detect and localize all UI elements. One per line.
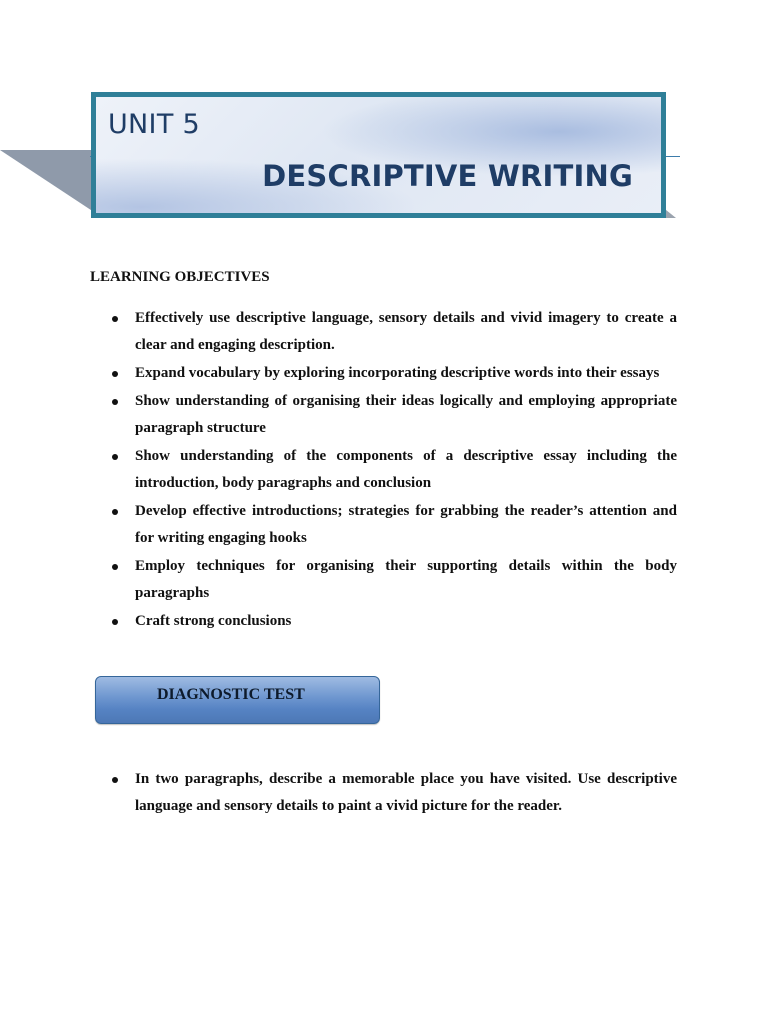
- bullet-icon: [112, 509, 118, 515]
- objective-text: Craft strong conclusions: [135, 613, 292, 629]
- unit-number: UNIT 5: [108, 109, 200, 140]
- objective-text: Employ techniques for organising their supporting details within the body paragraphs: [135, 558, 677, 601]
- bullet-icon: [112, 454, 118, 460]
- list-item: [90, 388, 677, 442]
- bullet-icon: [112, 399, 118, 405]
- banner-shadow-wedge: [0, 150, 100, 216]
- diagnostic-task-text: In two paragraphs, describe a memorable place you have visited. Use descriptive language and sensory details to paint a vivid picture for the reader.: [135, 771, 677, 814]
- list-item: [90, 305, 677, 359]
- bullet-icon: [112, 619, 118, 625]
- objective-text: Show understanding of the components of a descriptive essay including the introduction, body paragraphs and conclusion: [135, 448, 677, 491]
- unit-banner: [91, 92, 666, 218]
- objective-text: Show understanding of organising their ideas logically and employing appropriate paragraph structure: [135, 393, 677, 436]
- list-item: [90, 360, 677, 387]
- bullet-icon: [112, 371, 118, 377]
- list-item: [90, 766, 677, 820]
- objective-text: Develop effective introductions; strategies for grabbing the reader’s attention and for writing engaging hooks: [135, 503, 677, 546]
- list-item: [90, 553, 677, 607]
- unit-title: DESCRIPTIVE WRITING: [262, 159, 633, 193]
- learning-objectives-heading: LEARNING OBJECTIVES: [90, 269, 270, 285]
- bullet-icon: [112, 564, 118, 570]
- list-item: [90, 608, 677, 635]
- diagnostic-test-heading: DIAGNOSTIC TEST: [157, 686, 305, 703]
- list-item: [90, 443, 677, 497]
- learning-objectives-list: [90, 305, 677, 636]
- objective-text: Effectively use descriptive language, sensory details and vivid imagery to create a clear and engaging description.: [135, 310, 677, 353]
- bullet-icon: [112, 777, 118, 783]
- list-item: [90, 498, 677, 552]
- diagnostic-test-list: [90, 766, 677, 821]
- diagnostic-test-banner: [95, 676, 380, 724]
- objective-text: Expand vocabulary by exploring incorporating descriptive words into their essays: [135, 365, 660, 381]
- bullet-icon: [112, 316, 118, 322]
